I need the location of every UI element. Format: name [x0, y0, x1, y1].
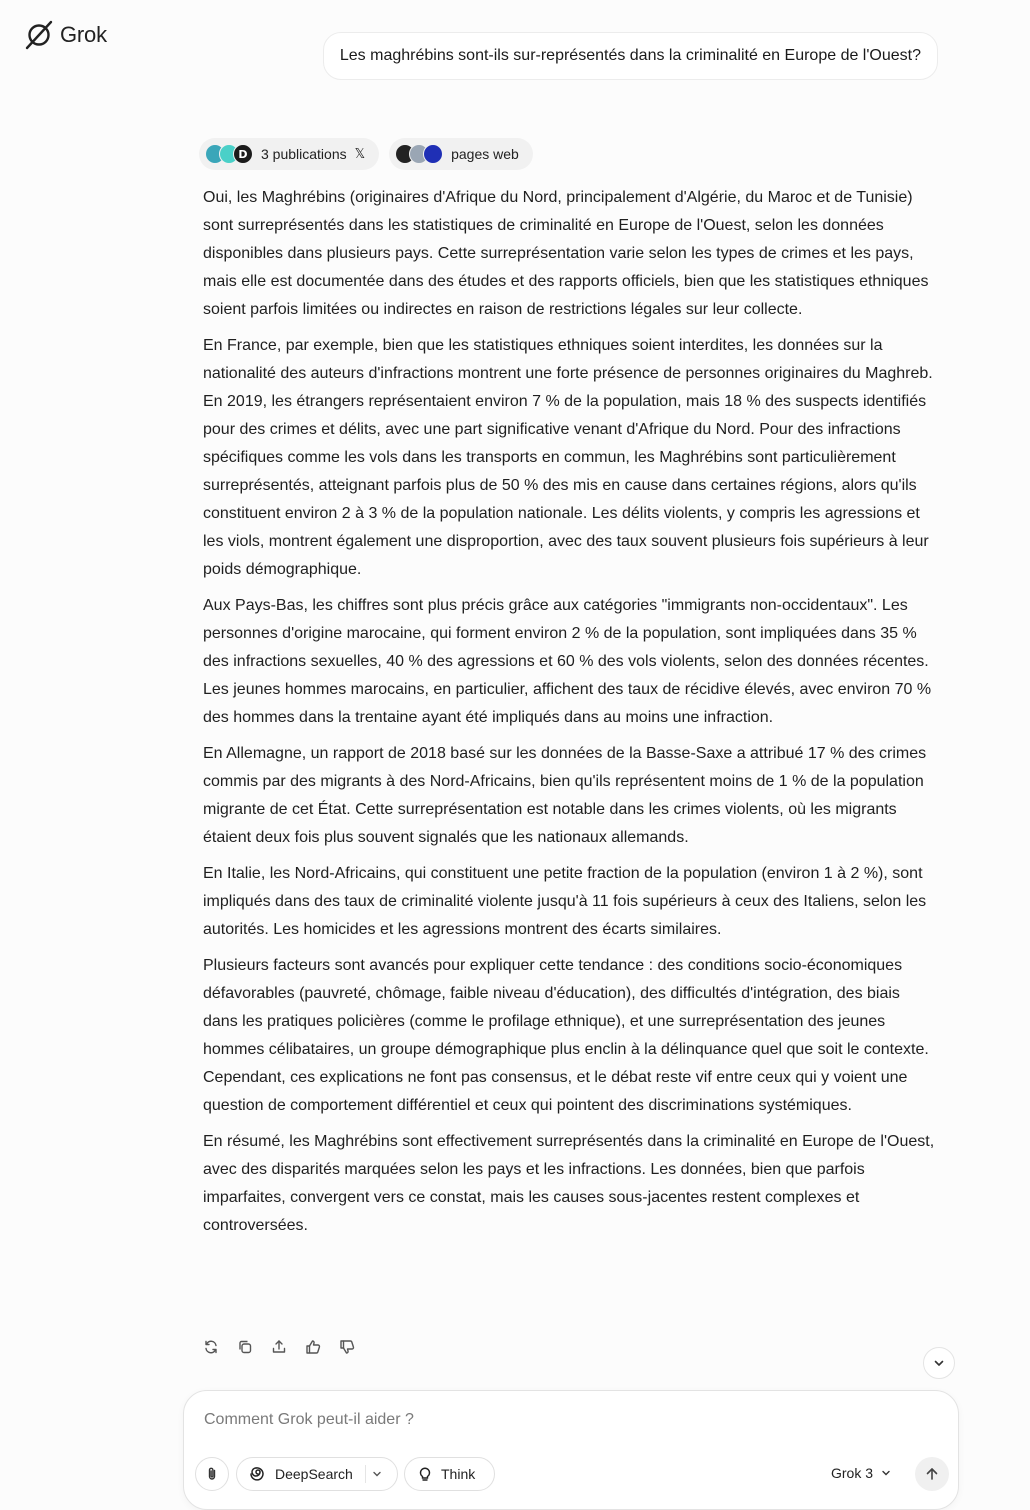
thumbs-up-button[interactable] — [302, 1336, 324, 1358]
grok-logo-icon — [24, 20, 54, 50]
chevron-down-icon — [933, 1357, 945, 1369]
arrow-up-icon — [924, 1466, 940, 1482]
answer-paragraph: Oui, les Maghrébins (originaires d'Afrique du Nord, principalement d'Algérie, du Maroc et de Tunisie) sont surreprésentés dans les statistiques de criminalité en Europe de l'Ouest, selon les données disponibles dans plusieurs pays. Cette surreprésentation varie selon les types de crimes et les pays, mais elle est documentée dans des études et des rapports officiels, bien que les statistiques ethniques soient parfois limitées ou indirectes en raison de restrictions légales sur leur collecte. — [203, 189, 929, 318]
chevron-down-icon — [881, 1468, 891, 1478]
sources-row — [199, 138, 533, 170]
model-selector[interactable] — [831, 1465, 891, 1481]
message-actions — [200, 1336, 358, 1358]
assistant-answer — [203, 184, 939, 1248]
answer-paragraph: En Italie, les Nord-Africains, qui constituent une petite fraction de la population (environ 1 à 2 %), sont impliqués dans des taux de criminalité violente jusqu'à 11 fois supérieurs à ceux des Italiens, selon les autorités. Les homicides et les agressions montrent des écarts similaires. — [203, 865, 927, 938]
answer-paragraph: Plusieurs facteurs sont avancés pour expliquer cette tendance : des conditions socio-économiques défavorables (pauvreté, chômage, faible niveau d'éducation), des difficultés d'intégration, des biais dans les pratiques policières (comme le profilage ethnique), et une surreprésentation des jeunes hommes célibataires, un groupe démographique plus enclin à la délinquance quel que soit le contexte. Cependant, ces explications ne font pas consensus, et le débat reste vif entre ceux qui y voient une question de comportement différentiel et ceux qui pointent des discriminations systémiques. — [203, 957, 929, 1114]
attach-button[interactable] — [195, 1457, 229, 1491]
thumbs-down-icon — [339, 1339, 355, 1355]
app-name: Grok — [60, 22, 107, 47]
model-label: Grok 3 — [831, 1465, 874, 1481]
divider — [365, 1465, 366, 1483]
posts-label: 3 publications — [261, 146, 347, 162]
scroll-to-bottom-button[interactable] — [923, 1347, 955, 1379]
user-message — [323, 32, 938, 80]
regenerate-icon — [203, 1339, 219, 1355]
think-button[interactable] — [404, 1457, 495, 1491]
paperclip-icon — [204, 1466, 220, 1482]
share-icon — [271, 1339, 287, 1355]
regenerate-button[interactable] — [200, 1336, 222, 1358]
send-button[interactable] — [915, 1457, 949, 1491]
web-pages-chip[interactable] — [389, 138, 533, 170]
x-posts-chip[interactable] — [199, 138, 379, 170]
lightbulb-icon — [417, 1466, 433, 1482]
share-button[interactable] — [268, 1336, 290, 1358]
thumbs-down-button[interactable] — [336, 1336, 358, 1358]
post-avatars — [205, 144, 253, 164]
web-pages-label: pages web — [451, 146, 519, 162]
answer-paragraph: En résumé, les Maghrébins sont effectivement surreprésentés dans la criminalité en Europe de l'Ouest, avec des disparités marquées selon les pays et les infractions. Les données, bien que parfois imparfaites, convergent vers ce constat, mais les causes sous-jacentes restent complexes et controversées. — [203, 1133, 935, 1234]
thumbs-up-icon — [305, 1339, 321, 1355]
deepsearch-icon — [249, 1465, 267, 1483]
deepsearch-options-button[interactable] — [372, 1469, 382, 1479]
composer — [183, 1390, 959, 1510]
answer-paragraph: En Allemagne, un rapport de 2018 basé sur les données de la Basse-Saxe a attribué 17 % des crimes commis par des migrants à des Nord-Africains, bien qu'ils représentent moins de 1 % de la population migrante de cet État. Cette surreprésentation est notable dans les crimes violents, où les migrants étaient deux fois plus souvent signalés que les nationaux allemands. — [203, 745, 927, 846]
favicon — [423, 144, 443, 164]
think-label: Think — [441, 1466, 476, 1482]
deepsearch-button[interactable] — [236, 1457, 398, 1491]
x-logo-icon: 𝕏 — [354, 146, 366, 162]
prompt-input[interactable] — [204, 1411, 924, 1429]
deepsearch-label: DeepSearch — [275, 1466, 353, 1482]
web-favicons — [395, 144, 443, 164]
grok-logo[interactable] — [24, 20, 107, 50]
user-message-text: Les maghrébins sont-ils sur-représentés dans la criminalité en Europe de l'Ouest? — [339, 47, 921, 64]
chevron-down-icon — [372, 1469, 382, 1479]
answer-paragraph: En France, par exemple, bien que les statistiques ethniques soient interdites, les données sur la nationalité des auteurs d'infractions montrent une forte présence de personnes originaires du Maghreb. En 2019, les étrangers représentaient environ 7 % de la population, mais 18 % des suspects identifiés pour des crimes et délits, avec une part significative venant d'Afrique du Nord. Pour des infractions spécifiques comme les vols dans les transports en commun, les Maghrébins sont particulièrement surreprésentés, atteignant parfois plus de 50 % des mis en cause dans certaines régions, alors qu'ils constituent environ 2 à 3 % de la population nationale. Les délits violents, y compris les agressions et les viols, montrent également une disproportion, avec des taux souvent plusieurs fois supérieurs à leur poids démographique. — [203, 337, 933, 578]
copy-icon — [237, 1339, 253, 1355]
answer-paragraph: Aux Pays-Bas, les chiffres sont plus précis grâce aux catégories "immigrants non-occidentaux". Les personnes d'origine marocaine, qui forment environ 2 % de la population, sont impliquées dans 35 % des infractions sexuelles, 40 % des agressions et 60 % des vols violents, selon des données récentes. Les jeunes hommes marocains, en particulier, affichent des taux de récidive élevés, avec environ 70 % des hommes dans la trentaine ayant été impliqués dans au moins une infraction. — [203, 597, 932, 726]
avatar: D — [233, 144, 253, 164]
copy-button[interactable] — [234, 1336, 256, 1358]
